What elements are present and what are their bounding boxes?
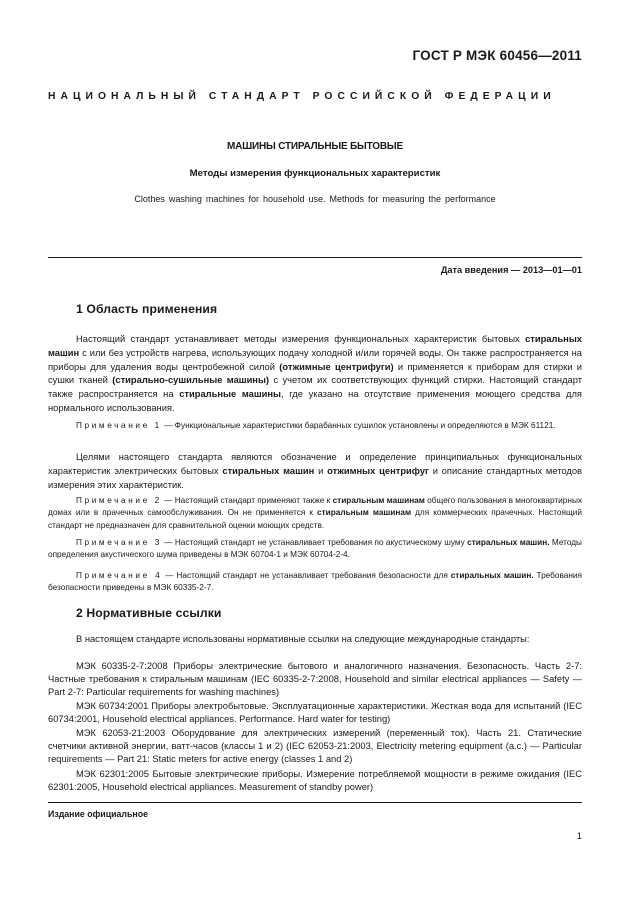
scope-note-2: Примечание 2 — Настоящий стандарт применяют также к стиральным машинам общего пользования в многоквартирных домах или в прачечных самообслуживания. Он не применяется к стиральным машинам для коммерческих прачечных. Настоящий стандарт не предназначен для сравнительной оценки моющих средств.	[48, 496, 582, 530]
page-number: 1	[576, 831, 582, 842]
section-heading-normative-references: 2 Нормативные ссылки	[76, 606, 222, 620]
reference-item: МЭК 62053-21:2003 Оборудование для электрических измерений (переменный ток). Часть 21. Статические счетчики активной энергии, ватт-часов (классы 1 и 2) (IEC 62053-21:2003, Electricity metering equipment (a.c.) — Particular requirements — Part 21: Static meters for active energy (classes 1 and 2)	[48, 728, 582, 765]
reference-item: МЭК 62301:2005 Бытовые электрические приборы. Измерение потребляемой мощности в режиме ожидания (IEC 62301:2005, Household electrical appliances. Measurement of standby power)	[48, 769, 582, 793]
english-title: Clothes washing machines for household use. Methods for measuring the performance	[134, 194, 496, 204]
scope-note-3: Примечание 3 — Настоящий стандарт не устанавливает требования по акустическому шуму стиральных машин. Методы определения акустического шума приведены в МЭК 60704-1 и МЭК 60704-2-4.	[48, 538, 582, 560]
effective-date: Дата введения — 2013—01—01	[440, 265, 582, 275]
scope-paragraph-1: Настоящий стандарт устанавливает методы измерения функциональных характеристик бытовых стиральных машин с или без устройств нагрева, использующих подачу холодной и/или горячей воды. Он также распространяется на приборы для удаления воды центробежной силой (отжимные центрифуги) и применяется к приборам для стирки и сушки тканей (стирально-сушильные машины) с учетом их соответствующих функций стирки. Настоящий стандарт также распространяется на стиральные машины, где указано на отсутствие применения моющего средства для нормального использования.	[48, 334, 582, 413]
reference-item: МЭК 60335-2-7:2008 Приборы электрические бытового и аналогичного назначения. Безопасность. Часть 2-7: Частные требования к стиральным машинам (IEC 60335-2-7:2008, Household and similar electrical appliances — Safety — Part 2-7: Particular requirements for washing machines)	[48, 661, 582, 698]
document-subtitle: Методы измерения функциональных характеристик	[189, 168, 441, 179]
standard-code: ГОСТ Р МЭК 60456—2011	[412, 48, 582, 63]
scope-note-1: Примечание 1 — Функциональные характеристики барабанных сушилок установлены и определяются в МЭК 61121.	[76, 421, 556, 430]
references-intro: В настоящем стандарте использованы нормативные ссылки на следующие международные стандарты:	[76, 634, 530, 644]
document-title: МАШИНЫ СТИРАЛЬНЫЕ БЫТОВЫЕ	[227, 141, 403, 152]
scope-paragraph-2: Целями настоящего стандарта являются обозначение и определение принципиальных функциональных характеристик электрических бытовых стиральных машин и отжимных центрифуг и описание стандартных методов измерения этих характеристик.	[48, 452, 582, 490]
official-edition-label: Издание официальное	[48, 809, 148, 819]
reference-item: МЭК 60734:2001 Приборы электробытовые. Эксплуатационные характеристики. Жесткая вода для испытаний (IEC 60734:2001, Household electrical appliances. Performance. Hard water for testing)	[48, 701, 582, 725]
divider-bottom	[48, 802, 582, 803]
scope-note-4: Примечание 4 — Настоящий стандарт не устанавливает требования безопасности для стиральных машин. Требования безопасности приведены в МЭК 60335-2-7.	[48, 571, 582, 593]
divider-top	[48, 257, 582, 258]
section-heading-scope: 1 Область применения	[76, 302, 218, 316]
national-standard-banner: НАЦИОНАЛЬНЫЙ СТАНДАРТ РОССИЙСКОЙ ФЕДЕРАЦИИ	[48, 91, 556, 102]
